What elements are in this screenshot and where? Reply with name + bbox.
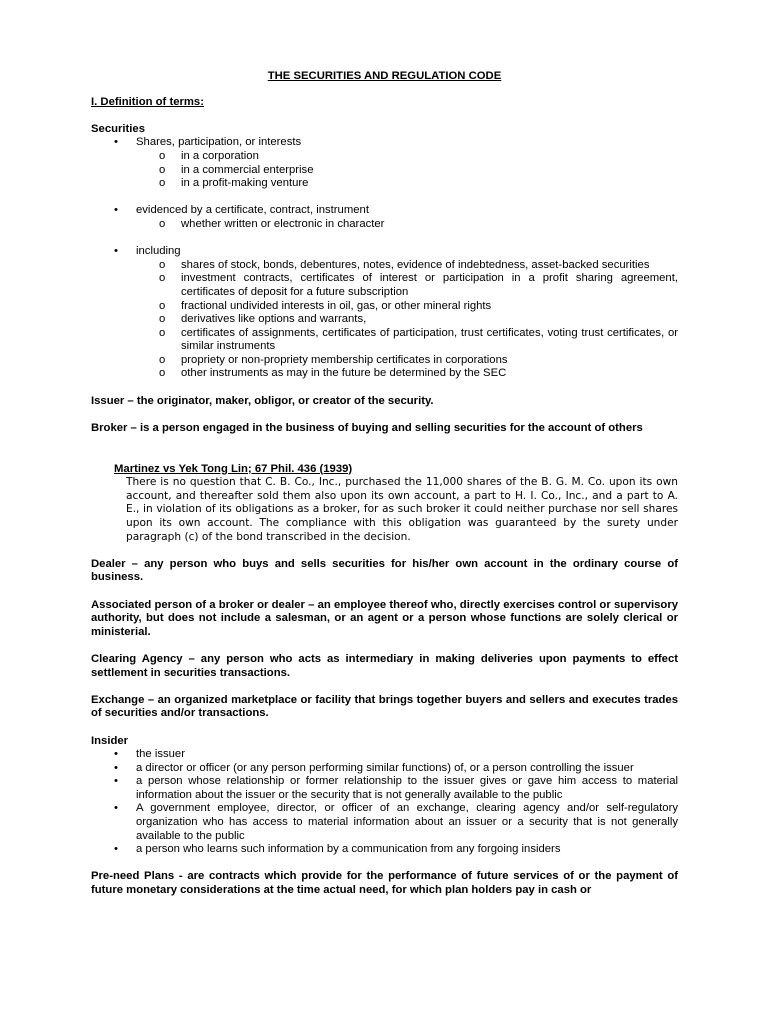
sub-list-item: o investment contracts, certificates of interest or participation in a profit sharing agreement, certificates of deposit for a future subscription [91,272,678,299]
list-item: • a person whose relationship or former relationship to the issuer gives or gave him access to material information about the issuer or the security that is not generally available to the public [91,775,678,802]
sub-list-item: o derivatives like options and warrants, [91,313,678,327]
list-item: • a person who learns such information by a communication from any forgoing insiders [91,843,678,857]
sub-list-item: o certificates of assignments, certificates of participation, trust certificates, voting trust certificates, or similar instruments [91,327,678,354]
term-exchange: Exchange – an organized marketplace or facility that brings together buyers and sellers and executes trades of securities and/or transactions. [91,693,678,720]
sub-list-item: o in a profit-making venture [91,177,678,191]
sub-list-item: o fractional undivided interests in oil, gas, or other mineral rights [91,300,678,314]
term-pre-need-plans: Pre-need Plans - are contracts which provide for the performance of future services of or the payment of future monetary considerations at the time actual need, for which plan holders pay in cash or [91,870,678,897]
sub-list-item: o in a corporation [91,150,678,164]
case-citation: Martinez vs Yek Tong Lin; 67 Phil. 436 (1939) [114,462,353,475]
list-item: • Shares, participation, or interests o in a corporation o in a commercial enterprise o in a profit-making venture [91,136,678,190]
sub-list-item: o other instruments as may in the future be determined by the SEC [91,367,678,381]
term-issuer: Issuer – the originator, maker, obligor, or creator of the security. [91,394,434,407]
term-securities: Securities [91,122,146,135]
sub-list-item: o propriety or non-propriety membership certificates in corporations [91,354,678,368]
case-excerpt: There is no question that C. B. Co., Inc., purchased the 11,000 shares of the B. G. M. Co. upon its own account, and thereafter sold them also upon its own account, a part to H. I. Co., Inc., and a part to A. E., in violation of its obligations as a broker, for as such broker it could neither purchase nor sell shares upon its own account. The compliance with this obligation was guaranteed by the surety under paragraph (c) of the bond transcribed in the decision. [126,476,678,543]
section-heading-definitions: I. Definition of terms: [91,95,204,108]
insider-list [91,748,678,857]
term-clearing-agency: Clearing Agency – any person who acts as intermediary in making deliveries upon payments to effect settlement in securities transactions. [91,652,678,679]
sub-list-item: o shares of stock, bonds, debentures, notes, evidence of indebtedness, asset-backed securities [91,259,678,273]
securities-list [91,136,678,190]
sub-list-item: o whether written or electronic in character [91,218,678,232]
term-broker: Broker – is a person engaged in the business of buying and selling securities for the account of others [91,421,643,434]
list-item: • including o shares of stock, bonds, debentures, notes, evidence of indebtedness, asset-backed securities o investment contracts, certificates of interest or participation in a profit sharing agreement, certificates of deposit for a future subscription o fractional undivided interests in oil, gas, or other mineral rights o derivatives like options and warrants, o certificates of assignments, certificates of participation, trust certificates, voting trust certificates, or similar instruments o propriety or non-propriety membership certificates in corporations o other instruments as may in the future be determined by the SEC [91,245,678,381]
list-item: • the issuer [91,748,678,762]
term-insider: Insider [91,734,129,747]
list-item: • evidenced by a certificate, contract, instrument o whether written or electronic in character [91,204,678,231]
term-associated-person: Associated person of a broker or dealer – an employee thereof who, directly exercises control or supervisory authority, but does not include a salesman, or an agent or a person whose functions are solely clerical or ministerial. [91,598,678,638]
list-item: • a director or officer (or any person performing similar functions) of, or a person controlling the issuer [91,762,678,776]
term-dealer: Dealer – any person who buys and sells securities for his/her own account in the ordinary course of business. [91,557,678,584]
list-item: • A government employee, director, or officer of an exchange, clearing agency and/or self-regulatory organization who has access to material information about an issuer or a security that is not generally available to the public [91,802,678,843]
sub-list-item: o in a commercial enterprise [91,164,678,178]
document-title: THE SECURITIES AND REGULATION CODE [267,70,502,82]
